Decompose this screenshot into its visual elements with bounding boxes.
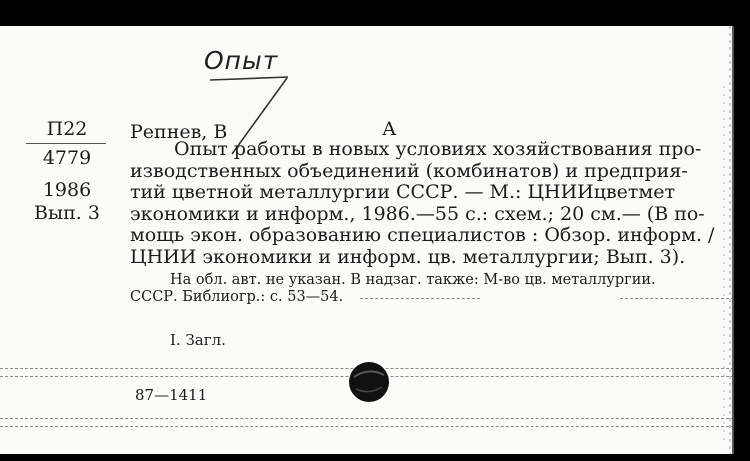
shelf-class: П22 bbox=[46, 118, 88, 140]
catalog-card bbox=[0, 26, 734, 454]
shelf-issue: Вып. 3 bbox=[34, 202, 100, 224]
shelf-year: 1986 bbox=[42, 179, 92, 201]
bleed-line bbox=[0, 418, 734, 419]
description-line: ЦНИИ экономики и информ. цв. металлургии; Вып. 3). bbox=[130, 245, 686, 268]
bleed-line bbox=[360, 298, 480, 299]
description-line: Опыт работы в новых условиях хозяйствования про- bbox=[174, 138, 702, 160]
tracing-entry: I. Загл. bbox=[170, 331, 226, 349]
description-line: изводственных объединений (комбинатов) и предприя- bbox=[130, 159, 688, 182]
handwritten-note: Опыт bbox=[204, 46, 279, 75]
underline-stroke bbox=[210, 77, 288, 80]
description-line: экономики и информ., 1986.—55 с.: схем.; 20 см.— (В по- bbox=[130, 202, 705, 225]
description-block bbox=[130, 138, 715, 268]
note-line: СССР. Библиогр.: с. 53—54. bbox=[130, 289, 344, 305]
scan-edge-noise bbox=[700, 26, 734, 454]
note-line: На обл. авт. не указан. В надзаг. также: М-во цв. металлургии. bbox=[170, 272, 656, 288]
description-line: тий цветной металлургии СССР. — М.: ЦНИИцветмет bbox=[130, 181, 675, 203]
bleed-line bbox=[0, 426, 734, 427]
notes-block bbox=[130, 272, 656, 306]
shelf-divider bbox=[26, 143, 106, 144]
author-heading: Репнев, В bbox=[130, 121, 228, 143]
heading-letter: А bbox=[382, 118, 397, 140]
card-number: 87—1411 bbox=[135, 386, 208, 404]
shelf-number: 4779 bbox=[42, 147, 92, 169]
description-line: мощь экон. образованию специалистов : Обзор. информ. / bbox=[130, 224, 715, 246]
punch-hole bbox=[346, 359, 392, 405]
